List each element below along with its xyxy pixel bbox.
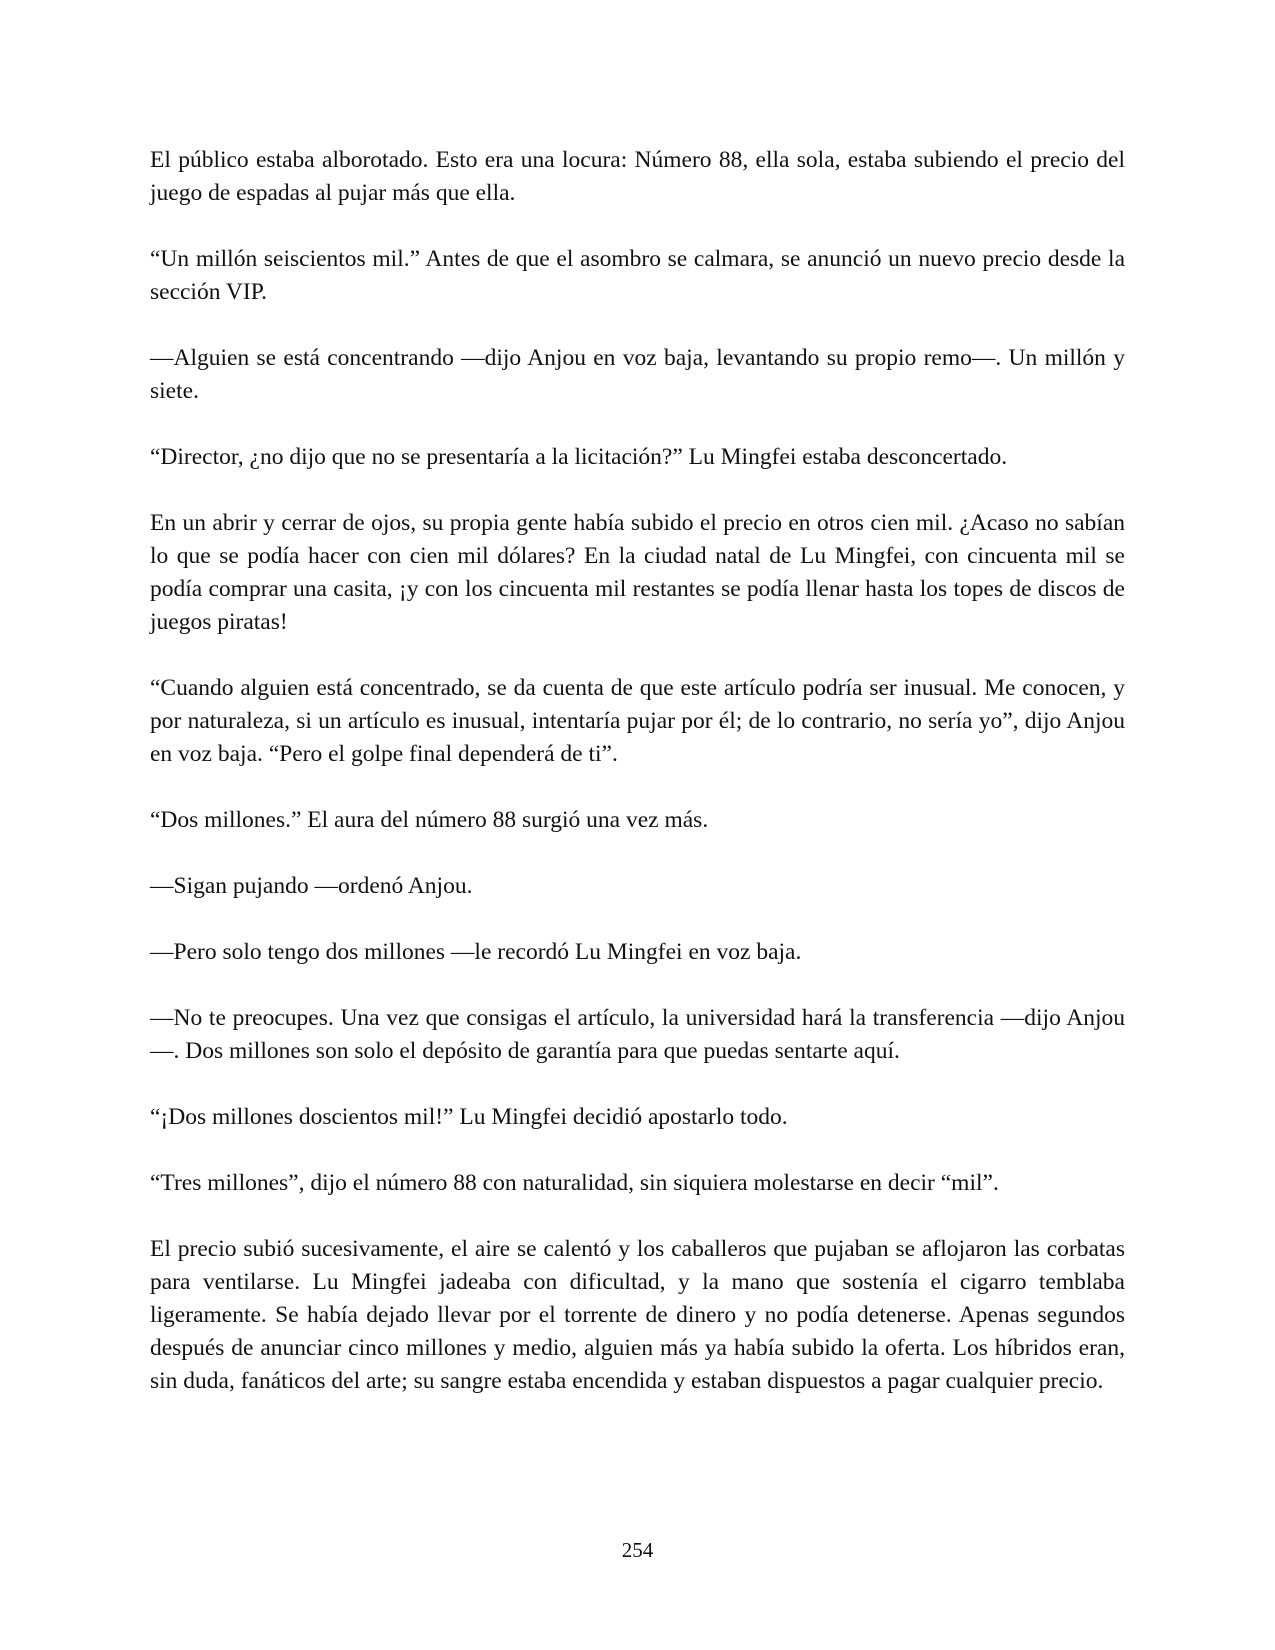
paragraph-4: “Director, ¿no dijo que no se presentaría a la licitación?” Lu Mingfei estaba desconcertado. — [150, 444, 1008, 470]
paragraph-7: “Dos millones.” El aura del número 88 surgió una vez más. — [150, 807, 709, 833]
paragraph-3: —Alguien se está concentrando —dijo Anjou en voz baja, levantando su propio remo—. Un millón y siete. — [150, 345, 1125, 404]
paragraph-5: En un abrir y cerrar de ojos, su propia gente había subido el precio en otros cien mil. ¿Acaso no sabían lo que se podía hacer con cien mil dólares? En la ciudad natal de Lu Mingfei, con cincuenta mil se podía comprar una casita, ¡y con los cincuenta mil restantes se podía llenar hasta los topes de discos de juegos piratas! — [150, 510, 1125, 635]
paragraph-11: “¡Dos millones doscientos mil!” Lu Mingfei decidió apostarlo todo. — [150, 1104, 788, 1130]
paragraph-9: —Pero solo tengo dos millones —le recordó Lu Mingfei en voz baja. — [150, 939, 802, 965]
paragraph-13: El precio subió sucesivamente, el aire se calentó y los caballeros que pujaban se aflojaron las corbatas para ventilarse. Lu Mingfei jadeaba con dificultad, y la mano que sostenía el cigarro temblaba ligeramente. Se había dejado llevar por el torrente de dinero y no podía detenerse. Apenas segundos después de anunciar cinco millones y medio, alguien más ya había subido la oferta. Los híbridos eran, sin duda, fanáticos del arte; su sangre estaba encendida y estaban dispuestos a pagar cualquier precio. — [150, 1236, 1125, 1394]
page-number: 254 — [621, 1538, 654, 1562]
paragraph-8: —Sigan pujando —ordenó Anjou. — [150, 873, 473, 899]
paragraph-1: El público estaba alborotado. Esto era una locura: Número 88, ella sola, estaba subiendo el precio del juego de espadas al pujar más que ella. — [150, 147, 1125, 206]
body-text — [150, 144, 1125, 1431]
paragraph-10: —No te preocupes. Una vez que consigas el artículo, la universidad hará la transferencia —dijo Anjou—. Dos millones son solo el depósito de garantía para que puedas sentarte aquí. — [150, 1005, 1125, 1064]
paragraph-6: “Cuando alguien está concentrado, se da cuenta de que este artículo podría ser inusual. Me conocen, y por naturaleza, si un artículo es inusual, intentaría pujar por él; de lo contrario, no sería yo”, dijo Anjou en voz baja. “Pero el golpe final dependerá de ti”. — [150, 675, 1125, 767]
paragraph-2: “Un millón seiscientos mil.” Antes de que el asombro se calmara, se anunció un nuevo precio desde la sección VIP. — [150, 246, 1125, 305]
paragraph-12: “Tres millones”, dijo el número 88 con naturalidad, sin siquiera molestarse en decir “mil”. — [150, 1170, 999, 1196]
